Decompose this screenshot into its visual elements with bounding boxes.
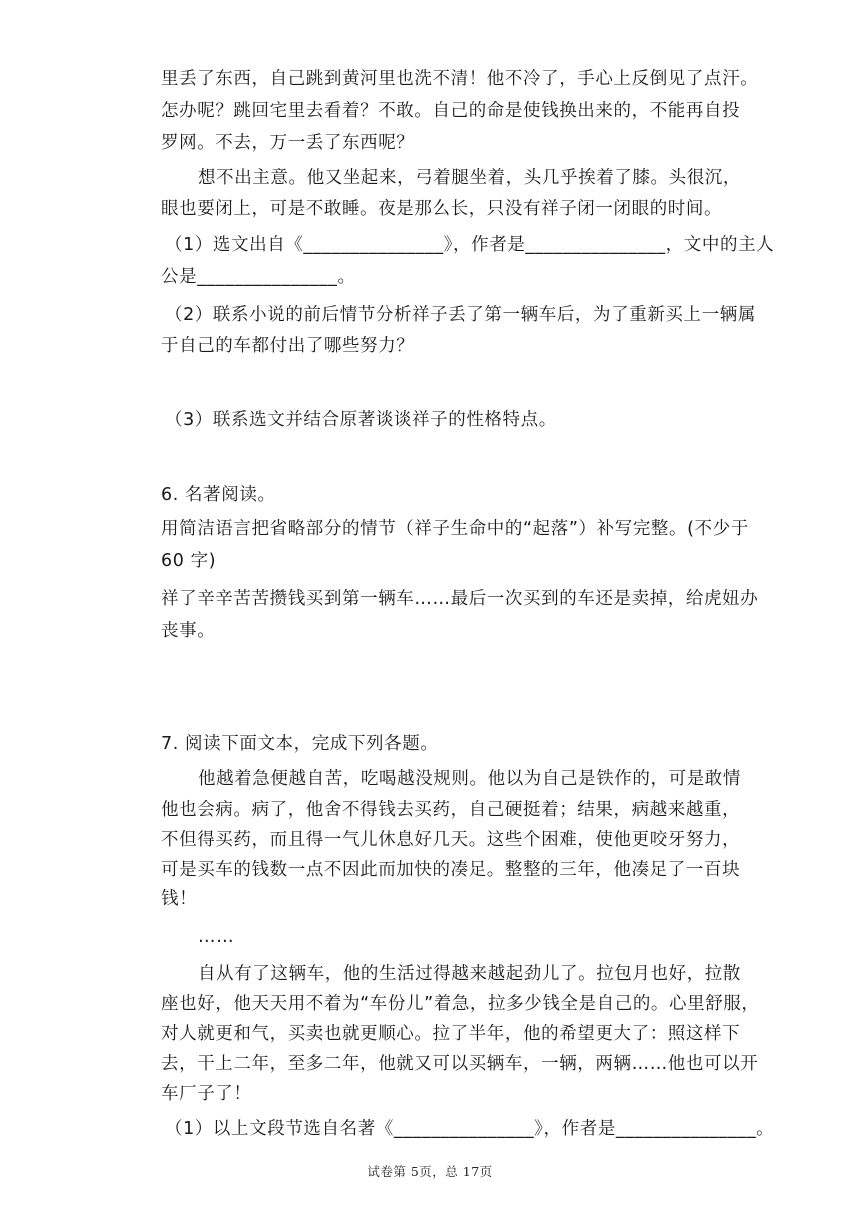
passage-line: 里丢了东西，自己跳到黄河里也洗不清！他不冷了，手心上反倒见了点汗。 xyxy=(161,69,759,89)
question-7-title: 7. 阅读下面文本，完成下列各题。 xyxy=(161,734,439,754)
passage-line: 他也会病。病了，他舍不得钱去买药，自己硬挺着；结果，病越来越重， xyxy=(161,800,741,820)
question-7-1: （1）以上文段节选自名著《_______________》，作者是_______________。 xyxy=(165,1119,775,1139)
passage-line: 不但得买药，而且得一气儿休息好几天。这些个困难，使他更咬牙努力， xyxy=(161,830,741,850)
passage-line: 怎办呢？跳回宅里去看着？不敢。自己的命是使钱换出来的，不能再自投 xyxy=(161,101,741,121)
passage-line: 他越着急便越自苦，吃喝越没规则。他以为自己是铁作的，可是敢情 xyxy=(198,769,741,789)
page-footer: 试卷第 5页，总 17页 xyxy=(367,1164,493,1179)
question-1-2-cont: 于自己的车都付出了哪些努力？ xyxy=(161,336,415,356)
question-1-3: （3）联系选文并结合原著谈谈祥子的性格特点。 xyxy=(165,410,557,430)
passage-line: 去，干上二年，至多二年，他就又可以买辆车，一辆，两辆……他也可以开 xyxy=(161,1054,759,1074)
passage-line: 可是买车的钱数一点不因此而加快的凑足。整整的三年，他凑足了一百块 xyxy=(161,860,741,880)
ellipsis: …… xyxy=(198,927,235,947)
passage-line: 眼也要闭上，可是不敢睡。夜是那么长，只没有祥子闭一闭眼的时间。 xyxy=(161,199,723,219)
question-6-title: 6. 名著阅读。 xyxy=(161,485,276,505)
passage-line: 对人就更和气，买卖也就更顺心。拉了半年，他的希望更大了：照这样下 xyxy=(161,1024,741,1044)
question-6-prompt-cont: 60 字) xyxy=(161,551,217,571)
question-6-text: 祥了辛辛苦苦攒钱买到第一辆车……最后一次买到的车还是卖掉，给虎妞办 xyxy=(161,589,759,609)
passage-line: 座也好，他天天用不着为“车份儿”着急，拉多少钱全是自己的。心里舒服， xyxy=(161,994,760,1014)
question-1-2: （2）联系小说的前后情节分析祥子丢了第一辆车后，为了重新买上一辆属 xyxy=(165,305,756,325)
passage-line: 罗网。不去，万一丢了东西呢？ xyxy=(161,133,415,153)
passage-line: 钱！ xyxy=(161,889,198,909)
question-1-1: （1）选文出自《_______________》，作者是_______________，文中的主人 xyxy=(165,235,775,255)
question-6-text-cont: 丧事。 xyxy=(161,621,216,641)
question-1-1-cont: 公是_______________。 xyxy=(161,267,356,287)
passage-line: 想不出主意。他又坐起来，弓着腿坐着，头几乎挨着了膝。头很沉， xyxy=(198,168,741,188)
passage-line: 自从有了这辆车，他的生活过得越来越起劲儿了。拉包月也好，拉散 xyxy=(198,964,741,984)
passage-line: 车厂子了！ xyxy=(161,1084,252,1104)
question-6-prompt: 用简洁语言把省略部分的情节（祥子生命中的“起落”）补写完整。(不少于 xyxy=(161,519,749,539)
